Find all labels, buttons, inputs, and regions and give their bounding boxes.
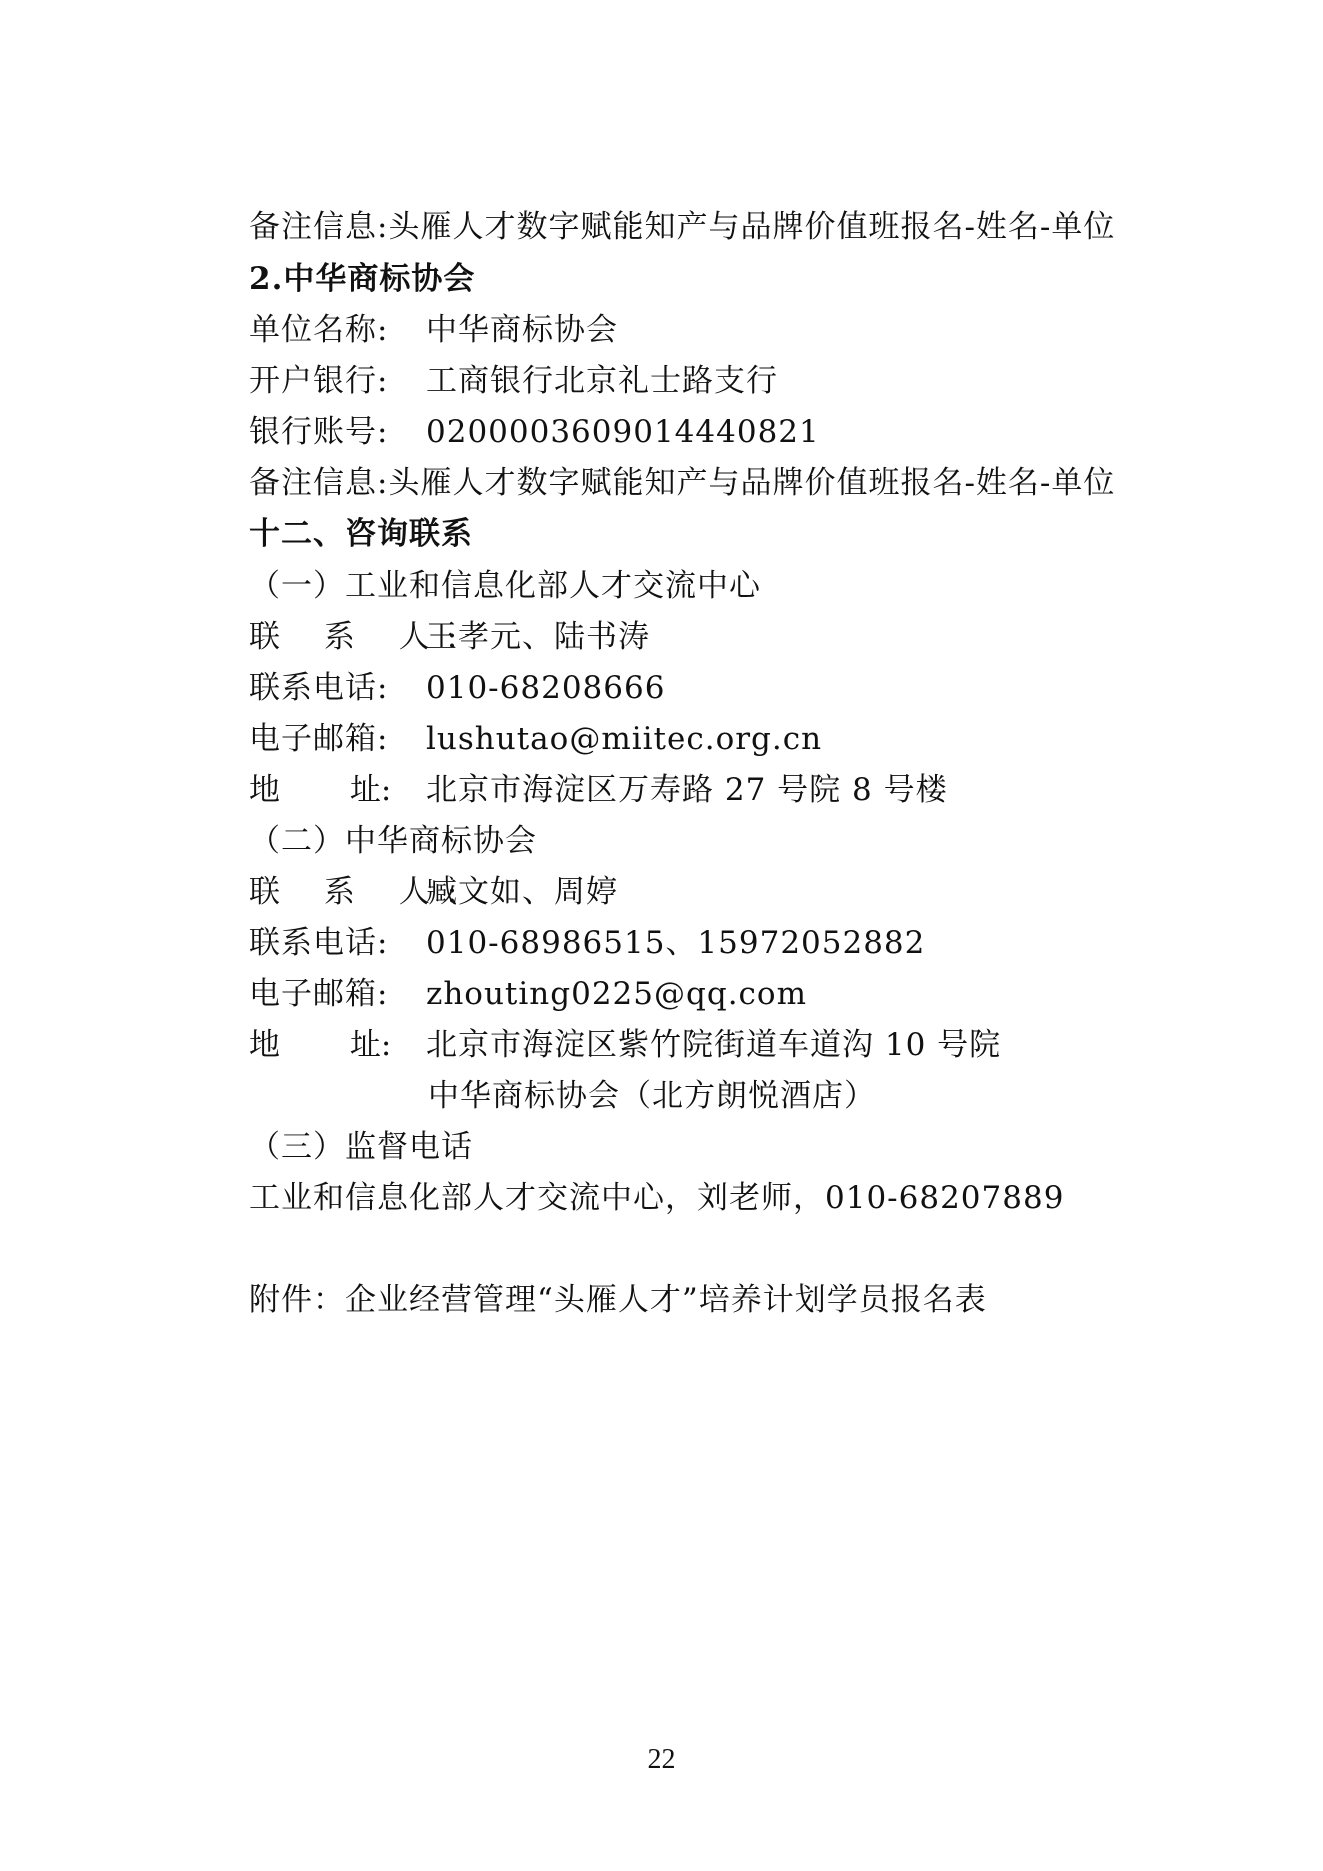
org1-email-line: [249, 719, 822, 759]
org2-contact-value: 臧文如、周婷: [426, 874, 618, 910]
org1-email-label: 电子邮箱:: [249, 721, 389, 757]
bank2-heading: 2.中华商标协会: [249, 261, 476, 297]
bank2-account-label: 银行账号:: [249, 414, 389, 450]
org2-address-label-text: 地 址:: [249, 1027, 392, 1063]
bank2-account-line: [249, 412, 820, 452]
org2-address-label: [249, 1025, 426, 1065]
org1-contact-value: 王孝元、陆书涛: [426, 619, 650, 655]
org2-phone-line: [249, 923, 925, 963]
org1-heading: （一）工业和信息化部人才交流中心: [249, 568, 761, 604]
bank2-unit-label: 单位名称:: [249, 312, 389, 348]
org2-email-line: [249, 974, 807, 1014]
org2-contact-label: 联 系 人:: [249, 874, 475, 910]
org2-address-value-line2: 中华商标协会（北方朗悦酒店）: [428, 1078, 876, 1114]
bank2-unit-value: 中华商标协会: [426, 312, 618, 348]
org2-contact-line: [249, 872, 618, 912]
org2-address-value-line1: 北京市海淀区紫竹院街道车道沟 10 号院: [426, 1027, 1002, 1063]
section12-heading: 十二、咨询联系: [249, 516, 473, 552]
org1-email-value: lushutao@miitec.org.cn: [426, 721, 823, 757]
bank2-note-line: [249, 463, 1115, 503]
supervision-heading: （三）监督电话: [249, 1129, 473, 1165]
org1-address-label-text: 地 址:: [249, 772, 392, 808]
org2-email-label: 电子邮箱:: [249, 976, 389, 1012]
org1-address-value: 北京市海淀区万寿路 27 号院 8 号楼: [426, 772, 948, 808]
org2-phone-value: 010-68986515、15972052882: [426, 925, 926, 961]
bank1-note-line: [249, 207, 1115, 247]
org1-phone-line: [249, 668, 665, 708]
bank2-bank-label: 开户银行:: [249, 363, 389, 399]
bank1-note-label: 备注信息:: [249, 209, 389, 245]
supervision-text: 工业和信息化部人才交流中心，刘老师，010-68207889: [249, 1180, 1065, 1216]
org1-address-line: [249, 770, 948, 810]
org2-heading: （二）中华商标协会: [249, 823, 537, 859]
org1-phone-value: 010-68208666: [426, 670, 666, 706]
bank2-note-label: 备注信息:: [249, 465, 389, 501]
org1-address-label: [249, 770, 426, 810]
page-number: 22: [647, 1744, 676, 1775]
bank2-bank-line: [249, 361, 778, 401]
org2-email-value: zhouting0225@qq.com: [426, 976, 807, 1012]
attachment-line: 附件：企业经营管理“头雁人才”培养计划学员报名表: [249, 1282, 987, 1318]
bank1-note-value: 头雁人才数字赋能知产与品牌价值班报名-姓名-单位: [388, 209, 1116, 245]
org1-contact-label: 联 系 人:: [249, 619, 475, 655]
bank2-account-value: 0200003609014440821: [426, 414, 820, 450]
org2-address-line: [249, 1025, 1001, 1065]
bank2-note-value: 头雁人才数字赋能知产与品牌价值班报名-姓名-单位: [388, 465, 1116, 501]
org1-contact-line: [249, 617, 650, 657]
bank2-bank-value: 工商银行北京礼士路支行: [426, 363, 778, 399]
org2-phone-label: 联系电话:: [249, 925, 389, 961]
org1-phone-label: 联系电话:: [249, 670, 389, 706]
bank2-unit-line: [249, 310, 618, 350]
